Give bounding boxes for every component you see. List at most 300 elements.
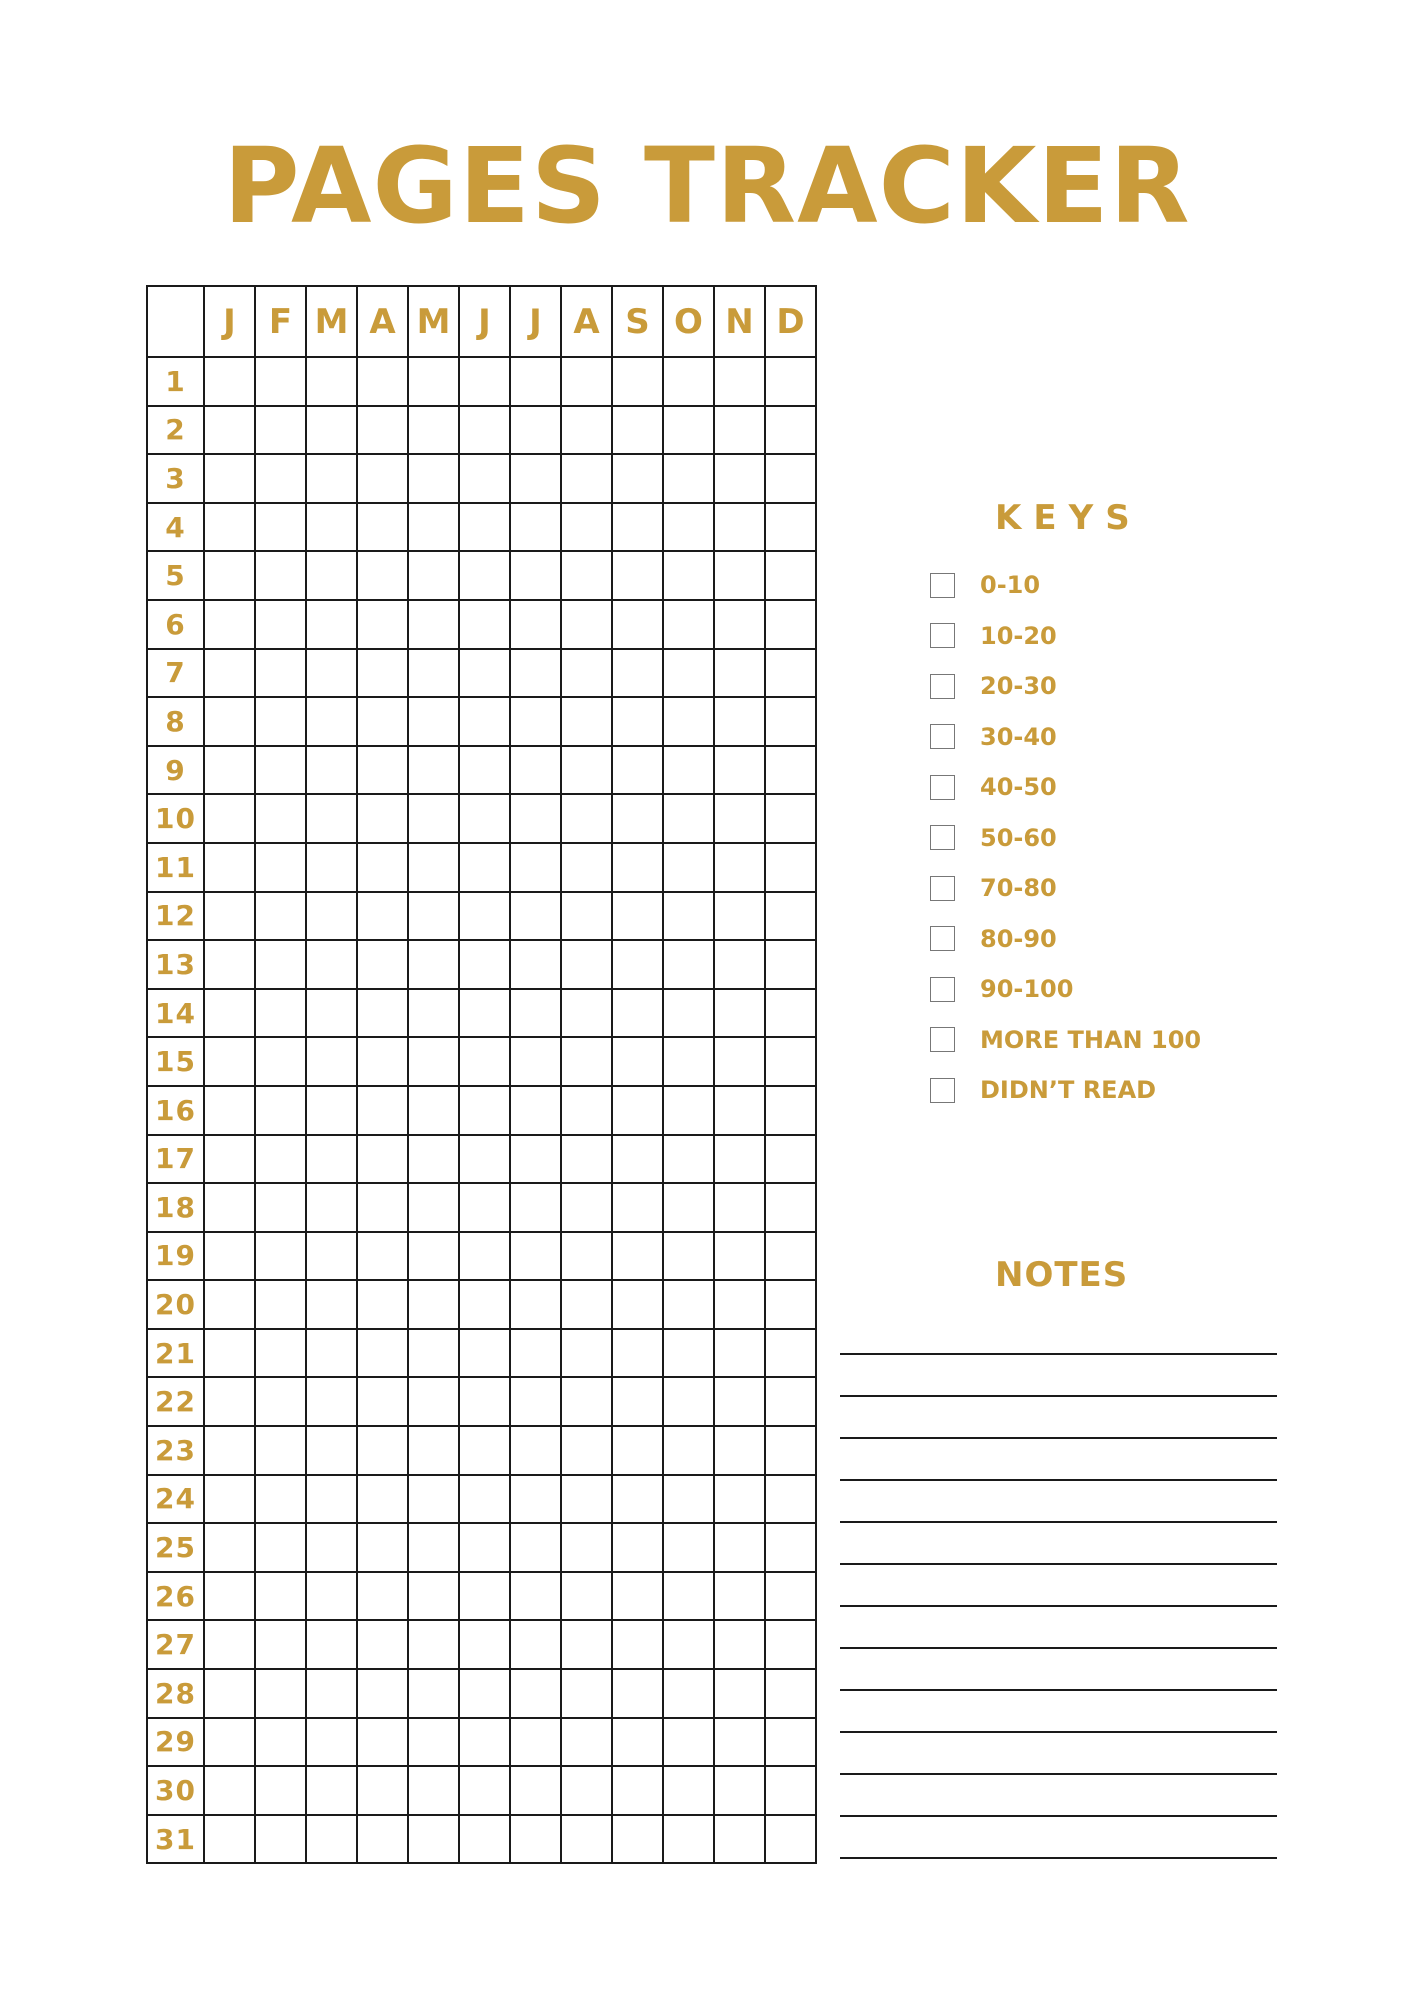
- tracker-cell[interactable]: [510, 1475, 561, 1524]
- tracker-cell[interactable]: [663, 1232, 714, 1281]
- tracker-cell[interactable]: [714, 503, 765, 552]
- tracker-cell[interactable]: [612, 649, 663, 698]
- tracker-cell[interactable]: [714, 843, 765, 892]
- tracker-cell[interactable]: [612, 454, 663, 503]
- tracker-cell[interactable]: [357, 892, 408, 941]
- tracker-cell[interactable]: [255, 746, 306, 795]
- tracker-cell[interactable]: [612, 406, 663, 455]
- tracker-cell[interactable]: [204, 1037, 255, 1086]
- tracker-cell[interactable]: [663, 406, 714, 455]
- tracker-cell[interactable]: [306, 1669, 357, 1718]
- tracker-cell[interactable]: [612, 1572, 663, 1621]
- tracker-cell[interactable]: [408, 1426, 459, 1475]
- tracker-cell[interactable]: [663, 1377, 714, 1426]
- tracker-cell[interactable]: [357, 1718, 408, 1767]
- tracker-cell[interactable]: [255, 1135, 306, 1184]
- tracker-cell[interactable]: [306, 1620, 357, 1669]
- tracker-cell[interactable]: [255, 1475, 306, 1524]
- tracker-cell[interactable]: [765, 1183, 816, 1232]
- tracker-cell[interactable]: [408, 1766, 459, 1815]
- tracker-cell[interactable]: [306, 1280, 357, 1329]
- tracker-cell[interactable]: [255, 843, 306, 892]
- tracker-cell[interactable]: [459, 1766, 510, 1815]
- tracker-cell[interactable]: [510, 1232, 561, 1281]
- tracker-cell[interactable]: [255, 1377, 306, 1426]
- tracker-cell[interactable]: [408, 1475, 459, 1524]
- note-line[interactable]: [840, 1479, 1277, 1481]
- tracker-cell[interactable]: [306, 1523, 357, 1572]
- tracker-cell[interactable]: [204, 892, 255, 941]
- tracker-cell[interactable]: [510, 843, 561, 892]
- tracker-cell[interactable]: [357, 551, 408, 600]
- tracker-cell[interactable]: [459, 454, 510, 503]
- tracker-cell[interactable]: [765, 1572, 816, 1621]
- tracker-cell[interactable]: [510, 1815, 561, 1864]
- tracker-cell[interactable]: [510, 406, 561, 455]
- tracker-cell[interactable]: [612, 1475, 663, 1524]
- tracker-cell[interactable]: [306, 1815, 357, 1864]
- tracker-cell[interactable]: [510, 503, 561, 552]
- tracker-cell[interactable]: [561, 1037, 612, 1086]
- tracker-cell[interactable]: [714, 1232, 765, 1281]
- tracker-cell[interactable]: [357, 1523, 408, 1572]
- tracker-cell[interactable]: [255, 1426, 306, 1475]
- tracker-cell[interactable]: [255, 454, 306, 503]
- tracker-cell[interactable]: [561, 600, 612, 649]
- tracker-cell[interactable]: [561, 551, 612, 600]
- tracker-cell[interactable]: [612, 551, 663, 600]
- tracker-cell[interactable]: [408, 1280, 459, 1329]
- tracker-cell[interactable]: [459, 940, 510, 989]
- tracker-cell[interactable]: [612, 989, 663, 1038]
- tracker-cell[interactable]: [459, 551, 510, 600]
- tracker-cell[interactable]: [510, 1280, 561, 1329]
- tracker-cell[interactable]: [663, 1280, 714, 1329]
- tracker-cell[interactable]: [204, 1183, 255, 1232]
- tracker-cell[interactable]: [255, 892, 306, 941]
- tracker-cell[interactable]: [663, 1766, 714, 1815]
- tracker-cell[interactable]: [357, 1815, 408, 1864]
- tracker-cell[interactable]: [663, 454, 714, 503]
- tracker-cell[interactable]: [561, 1183, 612, 1232]
- tracker-cell[interactable]: [204, 989, 255, 1038]
- tracker-cell[interactable]: [714, 1426, 765, 1475]
- tracker-cell[interactable]: [510, 746, 561, 795]
- tracker-cell[interactable]: [306, 746, 357, 795]
- tracker-cell[interactable]: [714, 357, 765, 406]
- tracker-cell[interactable]: [561, 1766, 612, 1815]
- tracker-cell[interactable]: [510, 1572, 561, 1621]
- tracker-cell[interactable]: [255, 503, 306, 552]
- tracker-cell[interactable]: [561, 1086, 612, 1135]
- tracker-cell[interactable]: [612, 940, 663, 989]
- tracker-cell[interactable]: [408, 357, 459, 406]
- tracker-cell[interactable]: [408, 1718, 459, 1767]
- note-line[interactable]: [840, 1647, 1277, 1649]
- tracker-cell[interactable]: [663, 697, 714, 746]
- tracker-cell[interactable]: [255, 1718, 306, 1767]
- tracker-cell[interactable]: [306, 503, 357, 552]
- tracker-cell[interactable]: [204, 1669, 255, 1718]
- note-line[interactable]: [840, 1563, 1277, 1565]
- tracker-cell[interactable]: [561, 1475, 612, 1524]
- tracker-cell[interactable]: [306, 1718, 357, 1767]
- tracker-cell[interactable]: [765, 1232, 816, 1281]
- tracker-cell[interactable]: [714, 1718, 765, 1767]
- tracker-cell[interactable]: [204, 600, 255, 649]
- tracker-cell[interactable]: [663, 1523, 714, 1572]
- tracker-cell[interactable]: [561, 1523, 612, 1572]
- tracker-cell[interactable]: [561, 406, 612, 455]
- tracker-cell[interactable]: [204, 1232, 255, 1281]
- tracker-cell[interactable]: [561, 1377, 612, 1426]
- tracker-cell[interactable]: [510, 454, 561, 503]
- key-checkbox[interactable]: [930, 1027, 955, 1052]
- tracker-cell[interactable]: [714, 1766, 765, 1815]
- tracker-cell[interactable]: [204, 940, 255, 989]
- tracker-cell[interactable]: [255, 600, 306, 649]
- tracker-cell[interactable]: [357, 1766, 408, 1815]
- tracker-cell[interactable]: [765, 697, 816, 746]
- tracker-cell[interactable]: [306, 454, 357, 503]
- tracker-cell[interactable]: [306, 649, 357, 698]
- note-line[interactable]: [840, 1437, 1277, 1439]
- tracker-cell[interactable]: [561, 1620, 612, 1669]
- tracker-cell[interactable]: [357, 746, 408, 795]
- tracker-cell[interactable]: [714, 1669, 765, 1718]
- tracker-cell[interactable]: [510, 892, 561, 941]
- tracker-cell[interactable]: [255, 1766, 306, 1815]
- tracker-cell[interactable]: [204, 1329, 255, 1378]
- tracker-cell[interactable]: [459, 794, 510, 843]
- tracker-cell[interactable]: [663, 989, 714, 1038]
- tracker-cell[interactable]: [459, 1426, 510, 1475]
- tracker-cell[interactable]: [612, 1620, 663, 1669]
- tracker-cell[interactable]: [306, 1183, 357, 1232]
- tracker-cell[interactable]: [204, 1280, 255, 1329]
- tracker-cell[interactable]: [306, 1135, 357, 1184]
- tracker-cell[interactable]: [765, 1280, 816, 1329]
- tracker-cell[interactable]: [510, 1766, 561, 1815]
- tracker-cell[interactable]: [612, 1037, 663, 1086]
- tracker-cell[interactable]: [255, 1183, 306, 1232]
- note-line[interactable]: [840, 1689, 1277, 1691]
- tracker-cell[interactable]: [561, 649, 612, 698]
- tracker-cell[interactable]: [714, 989, 765, 1038]
- tracker-cell[interactable]: [306, 600, 357, 649]
- tracker-cell[interactable]: [408, 746, 459, 795]
- tracker-cell[interactable]: [204, 1620, 255, 1669]
- tracker-cell[interactable]: [408, 1086, 459, 1135]
- tracker-cell[interactable]: [204, 1523, 255, 1572]
- tracker-cell[interactable]: [459, 357, 510, 406]
- tracker-cell[interactable]: [612, 697, 663, 746]
- tracker-cell[interactable]: [204, 1766, 255, 1815]
- note-line[interactable]: [840, 1395, 1277, 1397]
- tracker-cell[interactable]: [714, 1620, 765, 1669]
- tracker-cell[interactable]: [612, 843, 663, 892]
- tracker-cell[interactable]: [408, 1037, 459, 1086]
- tracker-cell[interactable]: [204, 843, 255, 892]
- tracker-cell[interactable]: [204, 357, 255, 406]
- tracker-cell[interactable]: [204, 1475, 255, 1524]
- key-checkbox[interactable]: [930, 623, 955, 648]
- tracker-cell[interactable]: [561, 843, 612, 892]
- note-line[interactable]: [840, 1521, 1277, 1523]
- tracker-cell[interactable]: [306, 1766, 357, 1815]
- tracker-cell[interactable]: [357, 1620, 408, 1669]
- tracker-cell[interactable]: [714, 551, 765, 600]
- tracker-cell[interactable]: [612, 1329, 663, 1378]
- tracker-cell[interactable]: [765, 1523, 816, 1572]
- tracker-cell[interactable]: [357, 697, 408, 746]
- tracker-cell[interactable]: [714, 1135, 765, 1184]
- tracker-cell[interactable]: [306, 551, 357, 600]
- tracker-cell[interactable]: [408, 1669, 459, 1718]
- tracker-cell[interactable]: [561, 1426, 612, 1475]
- tracker-cell[interactable]: [204, 649, 255, 698]
- tracker-cell[interactable]: [561, 454, 612, 503]
- tracker-cell[interactable]: [357, 357, 408, 406]
- tracker-cell[interactable]: [714, 1572, 765, 1621]
- tracker-cell[interactable]: [561, 1815, 612, 1864]
- tracker-cell[interactable]: [357, 843, 408, 892]
- tracker-cell[interactable]: [255, 1815, 306, 1864]
- tracker-cell[interactable]: [765, 1815, 816, 1864]
- tracker-cell[interactable]: [510, 940, 561, 989]
- tracker-cell[interactable]: [612, 1232, 663, 1281]
- tracker-cell[interactable]: [459, 843, 510, 892]
- tracker-cell[interactable]: [663, 1815, 714, 1864]
- tracker-cell[interactable]: [357, 1572, 408, 1621]
- tracker-cell[interactable]: [408, 406, 459, 455]
- tracker-cell[interactable]: [663, 794, 714, 843]
- tracker-cell[interactable]: [612, 357, 663, 406]
- tracker-cell[interactable]: [408, 1572, 459, 1621]
- tracker-cell[interactable]: [510, 989, 561, 1038]
- tracker-cell[interactable]: [612, 1377, 663, 1426]
- tracker-cell[interactable]: [459, 697, 510, 746]
- tracker-cell[interactable]: [357, 1475, 408, 1524]
- tracker-cell[interactable]: [714, 649, 765, 698]
- tracker-cell[interactable]: [357, 1329, 408, 1378]
- tracker-cell[interactable]: [306, 1475, 357, 1524]
- tracker-cell[interactable]: [408, 649, 459, 698]
- tracker-cell[interactable]: [561, 1329, 612, 1378]
- tracker-cell[interactable]: [612, 503, 663, 552]
- tracker-cell[interactable]: [612, 1766, 663, 1815]
- tracker-cell[interactable]: [459, 1183, 510, 1232]
- note-line[interactable]: [840, 1857, 1277, 1859]
- tracker-cell[interactable]: [714, 1280, 765, 1329]
- tracker-cell[interactable]: [663, 843, 714, 892]
- tracker-cell[interactable]: [663, 1426, 714, 1475]
- tracker-cell[interactable]: [255, 1329, 306, 1378]
- tracker-cell[interactable]: [663, 940, 714, 989]
- tracker-cell[interactable]: [204, 697, 255, 746]
- key-checkbox[interactable]: [930, 674, 955, 699]
- tracker-cell[interactable]: [510, 1037, 561, 1086]
- tracker-cell[interactable]: [612, 1135, 663, 1184]
- note-line[interactable]: [840, 1353, 1277, 1355]
- tracker-cell[interactable]: [255, 1232, 306, 1281]
- tracker-cell[interactable]: [714, 940, 765, 989]
- tracker-cell[interactable]: [306, 1232, 357, 1281]
- tracker-cell[interactable]: [204, 1815, 255, 1864]
- tracker-cell[interactable]: [459, 989, 510, 1038]
- tracker-cell[interactable]: [306, 940, 357, 989]
- tracker-cell[interactable]: [459, 1280, 510, 1329]
- tracker-cell[interactable]: [255, 1523, 306, 1572]
- tracker-cell[interactable]: [408, 697, 459, 746]
- tracker-cell[interactable]: [459, 746, 510, 795]
- tracker-cell[interactable]: [714, 406, 765, 455]
- tracker-cell[interactable]: [408, 1329, 459, 1378]
- tracker-cell[interactable]: [459, 1523, 510, 1572]
- tracker-cell[interactable]: [459, 503, 510, 552]
- tracker-cell[interactable]: [408, 1523, 459, 1572]
- tracker-cell[interactable]: [255, 989, 306, 1038]
- tracker-cell[interactable]: [357, 1232, 408, 1281]
- tracker-cell[interactable]: [714, 1183, 765, 1232]
- key-checkbox[interactable]: [930, 825, 955, 850]
- tracker-cell[interactable]: [408, 892, 459, 941]
- tracker-cell[interactable]: [714, 1523, 765, 1572]
- tracker-cell[interactable]: [357, 1086, 408, 1135]
- tracker-cell[interactable]: [204, 746, 255, 795]
- tracker-cell[interactable]: [459, 1718, 510, 1767]
- key-checkbox[interactable]: [930, 977, 955, 1002]
- tracker-cell[interactable]: [357, 454, 408, 503]
- tracker-cell[interactable]: [510, 1329, 561, 1378]
- tracker-cell[interactable]: [510, 1135, 561, 1184]
- key-checkbox[interactable]: [930, 926, 955, 951]
- tracker-cell[interactable]: [765, 1086, 816, 1135]
- tracker-cell[interactable]: [408, 1232, 459, 1281]
- tracker-cell[interactable]: [357, 940, 408, 989]
- tracker-cell[interactable]: [459, 649, 510, 698]
- tracker-cell[interactable]: [204, 1426, 255, 1475]
- tracker-cell[interactable]: [714, 794, 765, 843]
- tracker-cell[interactable]: [408, 551, 459, 600]
- tracker-cell[interactable]: [510, 1377, 561, 1426]
- tracker-cell[interactable]: [510, 1620, 561, 1669]
- tracker-cell[interactable]: [306, 357, 357, 406]
- tracker-cell[interactable]: [459, 1329, 510, 1378]
- tracker-cell[interactable]: [765, 794, 816, 843]
- tracker-cell[interactable]: [714, 1377, 765, 1426]
- tracker-cell[interactable]: [612, 794, 663, 843]
- tracker-cell[interactable]: [765, 649, 816, 698]
- tracker-cell[interactable]: [765, 600, 816, 649]
- tracker-cell[interactable]: [561, 892, 612, 941]
- tracker-cell[interactable]: [612, 1086, 663, 1135]
- tracker-cell[interactable]: [612, 1183, 663, 1232]
- tracker-cell[interactable]: [612, 892, 663, 941]
- tracker-cell[interactable]: [561, 697, 612, 746]
- tracker-cell[interactable]: [459, 1475, 510, 1524]
- tracker-cell[interactable]: [306, 1086, 357, 1135]
- tracker-cell[interactable]: [408, 1183, 459, 1232]
- tracker-cell[interactable]: [612, 1718, 663, 1767]
- tracker-cell[interactable]: [561, 357, 612, 406]
- tracker-cell[interactable]: [663, 551, 714, 600]
- tracker-cell[interactable]: [714, 892, 765, 941]
- tracker-cell[interactable]: [306, 794, 357, 843]
- tracker-cell[interactable]: [561, 746, 612, 795]
- tracker-cell[interactable]: [663, 1086, 714, 1135]
- tracker-cell[interactable]: [306, 1426, 357, 1475]
- tracker-cell[interactable]: [612, 1280, 663, 1329]
- key-checkbox[interactable]: [930, 876, 955, 901]
- tracker-cell[interactable]: [306, 989, 357, 1038]
- tracker-cell[interactable]: [255, 406, 306, 455]
- tracker-cell[interactable]: [714, 746, 765, 795]
- tracker-cell[interactable]: [510, 551, 561, 600]
- tracker-cell[interactable]: [459, 406, 510, 455]
- tracker-cell[interactable]: [459, 1669, 510, 1718]
- key-checkbox[interactable]: [930, 1078, 955, 1103]
- tracker-cell[interactable]: [357, 1377, 408, 1426]
- tracker-cell[interactable]: [408, 794, 459, 843]
- tracker-cell[interactable]: [306, 1572, 357, 1621]
- tracker-cell[interactable]: [561, 794, 612, 843]
- tracker-cell[interactable]: [459, 1377, 510, 1426]
- tracker-cell[interactable]: [561, 1718, 612, 1767]
- tracker-cell[interactable]: [714, 1086, 765, 1135]
- tracker-cell[interactable]: [765, 940, 816, 989]
- tracker-cell[interactable]: [765, 1426, 816, 1475]
- tracker-cell[interactable]: [255, 551, 306, 600]
- tracker-cell[interactable]: [459, 1620, 510, 1669]
- tracker-cell[interactable]: [459, 1572, 510, 1621]
- tracker-cell[interactable]: [561, 1135, 612, 1184]
- tracker-cell[interactable]: [510, 1426, 561, 1475]
- tracker-cell[interactable]: [255, 1669, 306, 1718]
- key-checkbox[interactable]: [930, 724, 955, 749]
- tracker-cell[interactable]: [459, 600, 510, 649]
- note-line[interactable]: [840, 1815, 1277, 1817]
- tracker-cell[interactable]: [510, 1086, 561, 1135]
- tracker-cell[interactable]: [765, 1475, 816, 1524]
- tracker-cell[interactable]: [255, 1620, 306, 1669]
- key-checkbox[interactable]: [930, 775, 955, 800]
- tracker-cell[interactable]: [306, 406, 357, 455]
- tracker-cell[interactable]: [561, 503, 612, 552]
- tracker-cell[interactable]: [612, 600, 663, 649]
- tracker-cell[interactable]: [306, 843, 357, 892]
- tracker-cell[interactable]: [714, 600, 765, 649]
- tracker-cell[interactable]: [714, 1037, 765, 1086]
- tracker-cell[interactable]: [408, 843, 459, 892]
- tracker-cell[interactable]: [765, 843, 816, 892]
- tracker-cell[interactable]: [255, 1037, 306, 1086]
- tracker-cell[interactable]: [357, 794, 408, 843]
- tracker-cell[interactable]: [714, 697, 765, 746]
- tracker-cell[interactable]: [204, 406, 255, 455]
- tracker-cell[interactable]: [204, 1135, 255, 1184]
- tracker-cell[interactable]: [510, 1523, 561, 1572]
- tracker-cell[interactable]: [408, 454, 459, 503]
- tracker-cell[interactable]: [510, 794, 561, 843]
- tracker-cell[interactable]: [765, 1377, 816, 1426]
- tracker-cell[interactable]: [408, 600, 459, 649]
- tracker-cell[interactable]: [459, 1232, 510, 1281]
- tracker-cell[interactable]: [663, 892, 714, 941]
- tracker-cell[interactable]: [306, 1377, 357, 1426]
- tracker-cell[interactable]: [357, 406, 408, 455]
- tracker-cell[interactable]: [204, 1086, 255, 1135]
